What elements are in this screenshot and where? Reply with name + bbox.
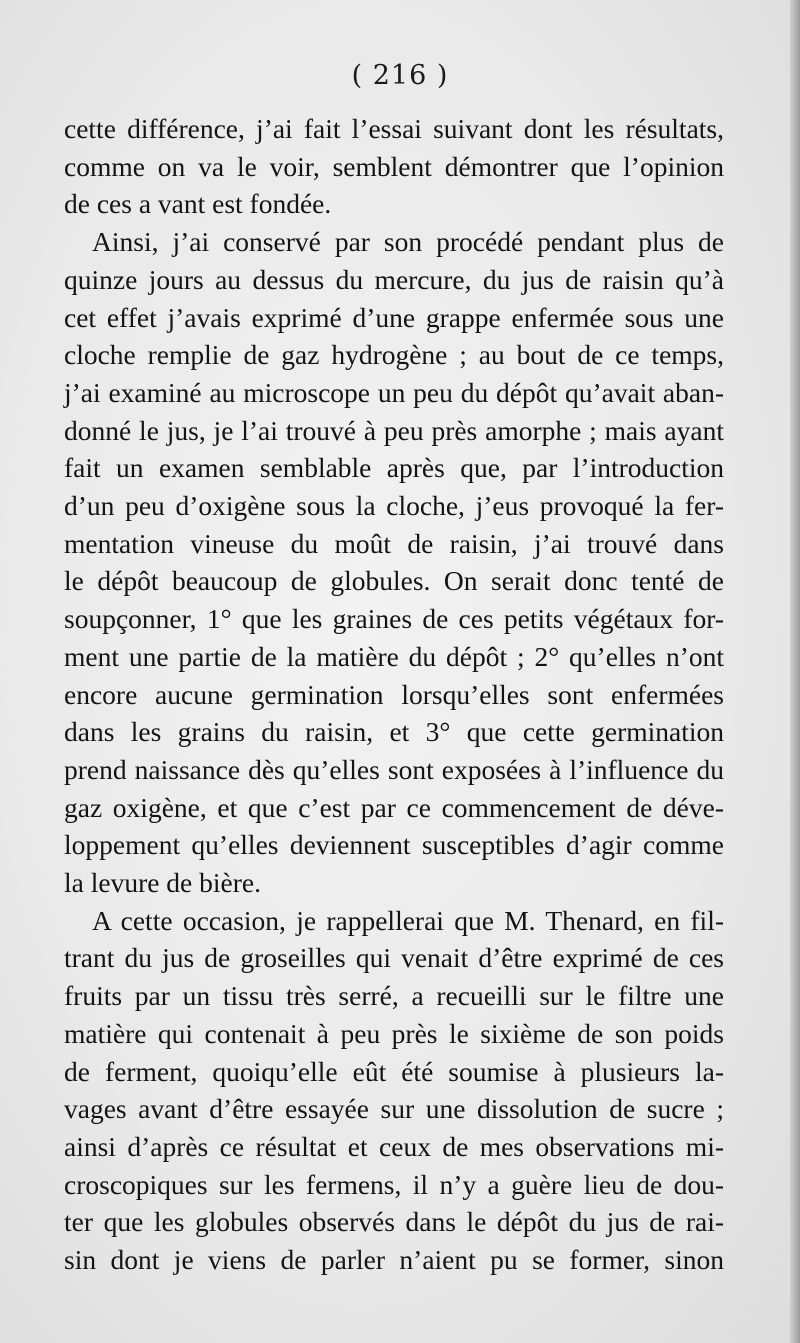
text-line: matière qui contenait à peu près le sixième de son poids xyxy=(64,1017,724,1049)
text-line: A cette occasion, je rappellerai que M. Thenard, en fil- xyxy=(92,904,724,936)
paragraph xyxy=(64,902,724,1279)
text-line: quinze jours au dessus du mercure, du jus de raisin qu’à xyxy=(64,263,724,295)
text-line: d’un peu d’oxigène sous la cloche, j’eus provoqué la fer- xyxy=(64,490,724,522)
page-spine-edge xyxy=(790,0,800,1343)
text-line: cette différence, j’ai fait l’essai suivant dont les résultats, xyxy=(64,113,724,144)
text-line: j’ai examiné au microscope un peu du dépôt qu’avait aban- xyxy=(64,376,724,408)
paragraph xyxy=(64,223,724,902)
text-line: cet effet j’avais exprimé d’une grappe enfermée sous une xyxy=(64,301,724,333)
text-line: fait un examen semblable après que, par l’introduction xyxy=(64,452,724,484)
text-line: prend naissance dès qu’elles sont exposées à l’influence du xyxy=(64,753,724,785)
text-line: le dépôt beaucoup de globules. On serait donc tenté de xyxy=(64,565,724,597)
text-line: donné le jus, je l’ai trouvé à peu près amorphe ; mais ayant xyxy=(64,414,724,446)
text-line: cloche remplie de gaz hydrogène ; au bout de ce temps, xyxy=(64,339,724,371)
text-line: de ces a vant est fondée. xyxy=(64,188,332,220)
text-line: ter que les globules observés dans le dépôt du jus de rai- xyxy=(64,1206,724,1238)
body-text xyxy=(64,110,724,1279)
text-line: croscopiques sur les fermens, il n’y a guère lieu de dou- xyxy=(64,1168,724,1200)
text-line: ainsi d’après ce résultat et ceux de mes observations mi- xyxy=(64,1130,724,1162)
paragraph xyxy=(64,110,724,223)
text-line: de ferment, quoiqu’elle eût été soumise à plusieurs la- xyxy=(64,1055,724,1087)
text-line: encore aucune germination lorsqu’elles sont enfermées xyxy=(64,678,724,710)
text-line: Ainsi, j’ai conservé par son procédé pendant plus de xyxy=(92,226,724,258)
text-line: fruits par un tissu très serré, a recueilli sur le filtre une xyxy=(64,980,724,1012)
text-line: soupçonner, 1° que les graines de ces petits végétaux for- xyxy=(64,603,724,635)
text-line: la levure de bière. xyxy=(64,867,261,899)
text-line: comme on va le voir, semblent démontrer que l’opinion xyxy=(64,150,724,182)
text-line: loppement qu’elles deviennent susceptibles d’agir comme xyxy=(64,829,724,861)
text-line: sin dont je viens de parler n’aient pu se former, sinon xyxy=(64,1244,724,1276)
text-line: dans les grains du raisin, et 3° que cette germination xyxy=(64,716,724,748)
text-line: vages avant d’être essayée sur une dissolution de sucre ; xyxy=(64,1093,724,1125)
page-number: ( 216 ) xyxy=(351,60,449,91)
text-line: trant du jus de groseilles qui venait d’être exprimé de ces xyxy=(64,942,724,974)
text-line: mentation vineuse du moût de raisin, j’ai trouvé dans xyxy=(64,527,724,559)
text-line: gaz oxigène, et que c’est par ce commencement de déve- xyxy=(64,791,724,823)
text-line: ment une partie de la matière du dépôt ; 2° qu’elles n’ont xyxy=(64,640,724,672)
